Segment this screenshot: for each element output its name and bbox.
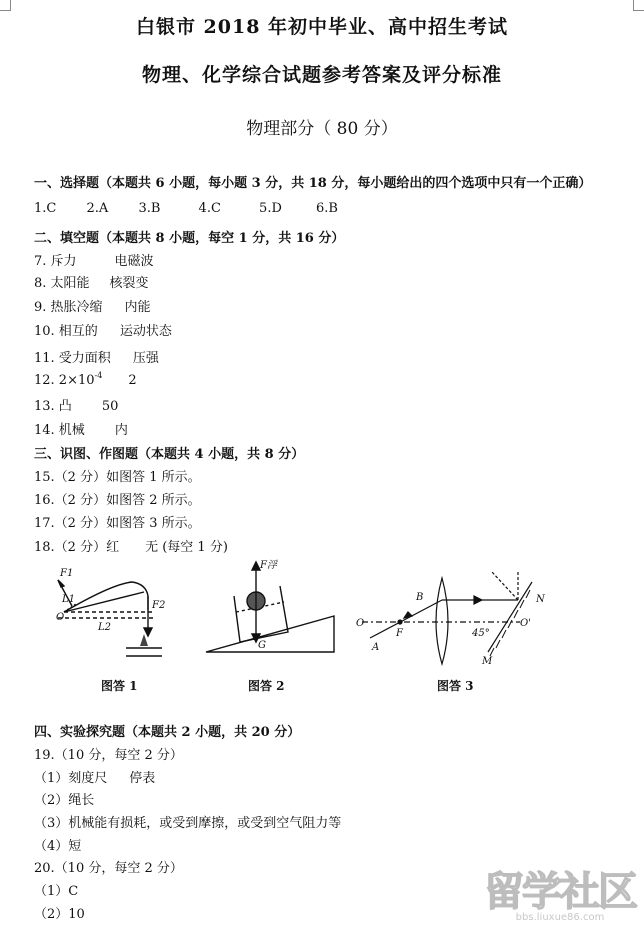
fill-q7 <box>34 250 154 269</box>
answer-1: 1.C <box>34 201 57 216</box>
q13-b: 50 <box>101 399 119 414</box>
q7-a: 7. 斥力 <box>34 254 77 269</box>
q7-b: 电磁波 <box>114 254 154 269</box>
experiment-q19-2: （2）绳长 <box>34 793 95 808</box>
answer-title: 物理、化学综合试题参考答案及评分标准 <box>141 64 502 86</box>
answer-3: 3.B <box>138 201 161 216</box>
experiment-q19-3: （3）机械能有损耗，或受到摩擦，或受到空气阻力等 <box>34 816 342 831</box>
q10-b: 运动状态 <box>119 324 172 339</box>
corner-mark-left <box>0 0 11 11</box>
q8-a: 8. 太阳能 <box>34 276 90 291</box>
corner-mark-right <box>633 0 644 11</box>
fig1-label-f1: F1 <box>60 568 74 579</box>
figure-3-optics-diagram <box>352 556 552 666</box>
q19-1-a: （1）刻度尺 <box>34 771 108 786</box>
exam-title: 白银市 2018 年初中毕业、高中招生考试 <box>135 16 509 38</box>
fig3-label-m: M <box>482 656 493 666</box>
fig3-label-o-prime: O' <box>520 618 531 629</box>
watermark-logo-text: 留学社区 <box>484 869 636 915</box>
fig3-label-a: A <box>372 642 380 653</box>
fill-q13 <box>34 395 118 414</box>
watermark-url: bbs.liuxue86.com <box>515 912 605 923</box>
experiment-q20-1: （1）C <box>34 884 79 899</box>
fig1-label-l2: L2 <box>98 622 112 633</box>
q13-a: 13. 凸 <box>34 399 72 414</box>
answer-2: 2.A <box>86 201 109 216</box>
physics-part-title: 物理部分（ 80 分） <box>246 119 398 139</box>
q12-exp: -4 <box>94 371 103 380</box>
q8-b: 核裂变 <box>109 276 149 291</box>
fill-q12 <box>34 371 137 388</box>
q18-b: 无 (每空 1 分) <box>145 540 228 555</box>
fig3-label-o: O <box>356 618 365 629</box>
fill-q9 <box>34 296 151 315</box>
fig3-label-n: N <box>536 594 545 605</box>
fill-q14 <box>34 419 128 438</box>
q12-b: 2 <box>128 373 137 388</box>
figure-2-caption: 图答 2 <box>248 679 285 693</box>
answer-4: 4.C <box>198 201 221 216</box>
fig3-label-f: F <box>396 628 403 639</box>
drawing-q18 <box>34 536 228 555</box>
figure-3-caption: 图答 3 <box>437 679 474 693</box>
experiment-q20: 20.（10 分，每空 2 分） <box>34 861 183 876</box>
figure-2-buoyancy-diagram <box>200 556 340 666</box>
choice-answers <box>34 201 338 216</box>
fig2-label-fbuoy: F浮 <box>260 560 277 571</box>
fig1-label-o: O <box>56 612 65 623</box>
fig2-label-g: G <box>258 640 266 651</box>
q10-a: 10. 相互的 <box>34 324 98 339</box>
q9-b: 内能 <box>124 300 151 315</box>
experiment-q19: 19.（10 分，每空 2 分） <box>34 748 183 763</box>
fill-q11 <box>34 347 159 366</box>
answer-6: 6.B <box>316 201 338 216</box>
fig1-label-l1: L1 <box>62 594 76 605</box>
q11-a: 11. 受力面积 <box>34 351 111 366</box>
figure-1-caption: 图答 1 <box>101 679 138 693</box>
q11-b: 压强 <box>132 351 159 366</box>
q12-a: 12. 2×10 <box>34 373 95 388</box>
q14-b: 内 <box>114 423 128 438</box>
q14-a: 14. 机械 <box>34 423 85 438</box>
section-choice-heading: 一、选择题（本题共 6 小题，每小题 3 分，共 18 分，每小题给出的四个选项中只有一个正确） <box>34 176 592 191</box>
drawing-q17: 17.（2 分）如图答 3 所示。 <box>34 516 201 531</box>
q9-a: 9. 热胀冷缩 <box>34 300 103 315</box>
drawing-q16: 16.（2 分）如图答 2 所示。 <box>34 493 201 508</box>
fill-q10 <box>34 320 172 339</box>
q18-a: 18.（2 分）红 <box>34 540 120 555</box>
experiment-q19-4: （4）短 <box>34 839 82 854</box>
site-watermark <box>484 869 636 924</box>
q19-1-b: 停表 <box>129 771 156 786</box>
section-drawing-heading: 三、识图、作图题（本题共 4 小题，共 8 分） <box>34 447 305 462</box>
fig3-label-45: 45° <box>472 628 490 639</box>
experiment-q20-2: （2）10 <box>34 907 85 922</box>
answer-5: 5.D <box>259 201 282 216</box>
fig3-label-b: B <box>416 592 424 603</box>
fill-q8 <box>34 272 149 291</box>
section-experiment-heading: 四、实验探究题（本题共 2 小题，共 20 分） <box>34 725 301 740</box>
drawing-q15: 15.（2 分）如图答 1 所示。 <box>34 470 201 485</box>
fig1-label-f2: F2 <box>152 600 166 611</box>
section-fill-heading: 二、填空题（本题共 8 小题，每空 1 分，共 16 分） <box>34 231 345 246</box>
experiment-q19-1 <box>34 767 155 786</box>
figure-1-lever-diagram <box>52 556 172 666</box>
